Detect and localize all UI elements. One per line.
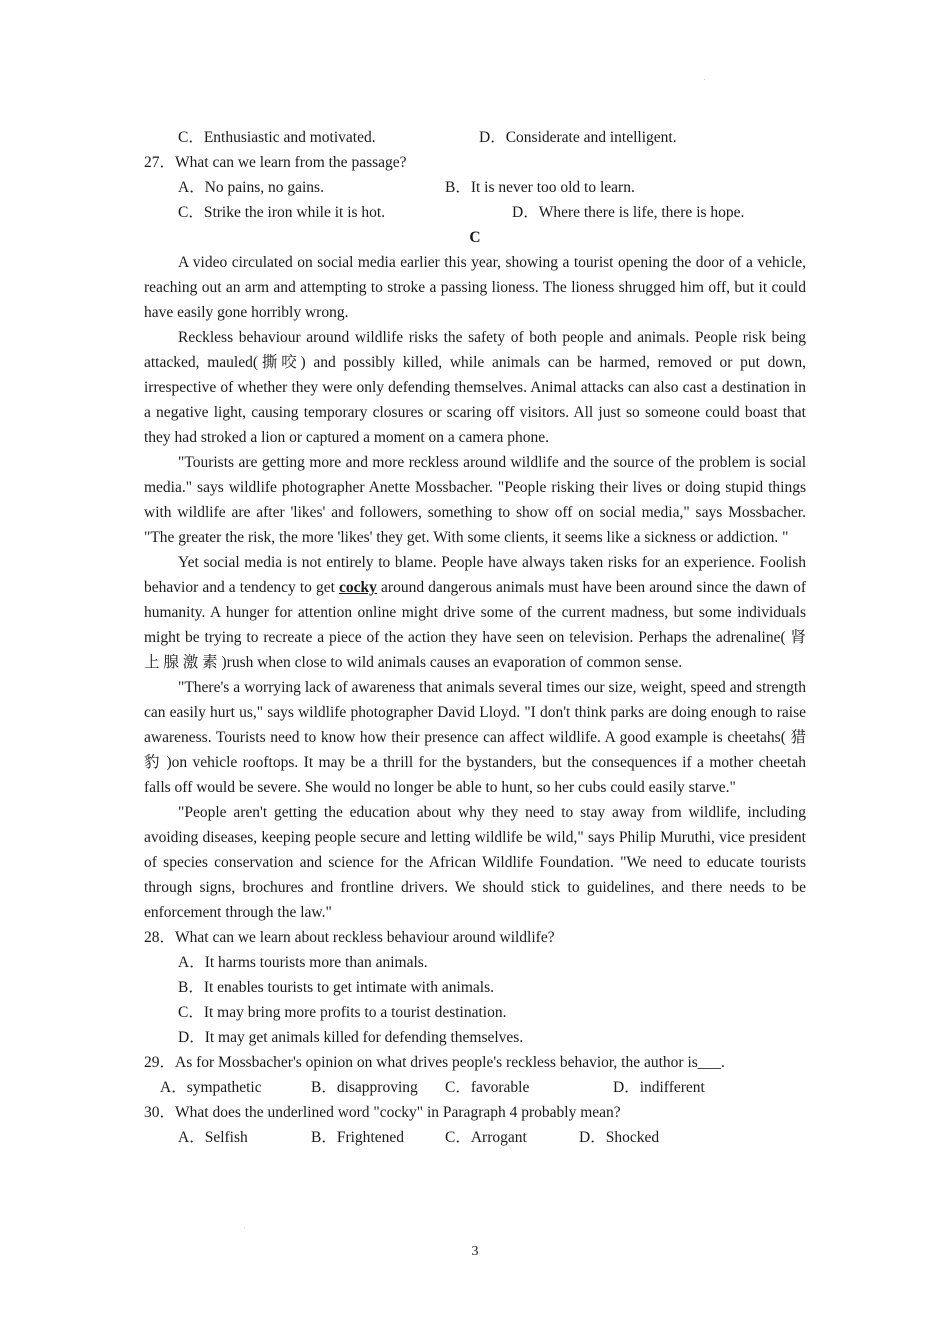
q28-option-a: A．It harms tourists more than animals. [178,954,428,971]
exam-page [144,125,806,1150]
q30-option-a: A．Selfish [178,1129,248,1146]
paragraph-6: "People aren't getting the education about why they need to stay away from wildlife, including avoiding diseases, keeping people secure and letting wildlife be wild," says Philip Muruthi, vice president of species conservation and science for the African Wildlife Foundation. "We need to educate tourists through signs, brochures and frontline drivers. We should stick to guidelines, and there needs to be enforcement through the law." [144,804,806,921]
q29-options [144,1075,806,1100]
q28-option-b: B．It enables tourists to get intimate with animals. [178,979,494,996]
q27-option-b: B．It is never too old to learn. [445,179,635,196]
q26-option-c: C．Enthusiastic and motivated. [178,129,376,146]
paragraph-4-start: Yet social media is not entirely to blame. People have always taken risks for an experience. Foolish behavior and a tendency to get [144,554,806,596]
q27-option-c: C．Strike the iron while it is hot. [178,204,386,221]
section-title: C [469,229,481,246]
paragraph-2: Reckless behaviour around wildlife risks the safety of both people and animals. People risk being attacked, mauled(撕咬) and possibly killed, while animals can be harmed, removed or put down, irrespective of whether they were only defending themselves. Animal attacks can also cast a destination in a negative light, causing temporary closures or scaring off visitors. All just so someone could boast that they had stroked a lion or captured a moment on a camera phone. [144,329,806,446]
q28-option-d: D．It may get animals killed for defending themselves. [178,1029,524,1046]
q28-option-c: C．It may bring more profits to a tourist destination. [178,1004,507,1021]
q27-stem: 27．What can we learn from the passage? [144,154,407,171]
q29-stem: 29．As for Mossbacher's opinion on what drives people's reckless behavior, the author is___. [144,1054,725,1071]
q28-stem: 28．What can we learn about reckless behaviour around wildlife? [144,929,555,946]
underlined-word-cocky: cocky [339,579,377,596]
paragraph-4 [144,550,806,675]
q30-stem: 30．What does the underlined word "cocky" in Paragraph 4 probably mean? [144,1104,621,1121]
q27-option-a: A．No pains, no gains. [178,179,324,196]
q30-option-c: C．Arrogant [445,1129,527,1146]
q30-option-b: B．Frightened [311,1129,404,1146]
q29-option-c: C．favorable [445,1079,530,1096]
paragraph-4-end: around dangerous animals must have been around since the dawn of humanity. A hunger for attention online might drive some of the current madness, but some individuals might be trying to recreate a piece of the action they have seen on television. Perhaps the adrenaline( 肾 上 腺 激 素 )rush when close to wild animals causes an evaporation of common sense. [144,579,806,671]
q29-option-b: B．disapproving [311,1079,418,1096]
q27-options-ab [144,175,806,200]
scan-mark: . [704,76,706,82]
paragraph-1: A video circulated on social media earlier this year, showing a tourist opening the door of a vehicle, reaching out an arm and attempting to stroke a passing lioness. The lioness shrugged him off, but it could have easily gone horribly wrong. [144,254,806,321]
q26-options-cd [144,125,806,150]
q26-option-d: D．Considerate and intelligent. [479,129,677,146]
q30-option-d: D．Shocked [579,1129,660,1146]
paragraph-5: "There's a worrying lack of awareness that animals several times our size, weight, speed and strength can easily hurt us," says wildlife photographer David Lloyd. "I don't think parks are doing enough to raise awareness. Tourists need to know how their presence can affect wildlife. A good example is cheetahs( 猎 豹 )on vehicle rooftops. It may be a thrill for the bystanders, but the consequences if a mother cheetah falls off would be severe. She would no longer be able to hunt, so her cubs could easily starve." [144,679,806,796]
q29-option-a: A．sympathetic [160,1079,262,1096]
q27-option-d: D．Where there is life, there is hope. [512,204,745,221]
q29-option-d: D．indifferent [613,1079,705,1096]
page-number: 3 [471,1244,479,1259]
scan-mark: . [244,1224,246,1230]
q30-options [144,1125,806,1150]
paragraph-3: "Tourists are getting more and more reckless around wildlife and the source of the problem is social media." says wildlife photographer Anette Mossbacher. "People risking their lives or doing stupid things with wildlife are after 'likes' and followers, something to show off on social media," says Mossbacher. "The greater the risk, the more 'likes' they get. With some clients, it seems like a sickness or addiction. " [144,454,806,546]
q27-options-cd [144,200,806,225]
